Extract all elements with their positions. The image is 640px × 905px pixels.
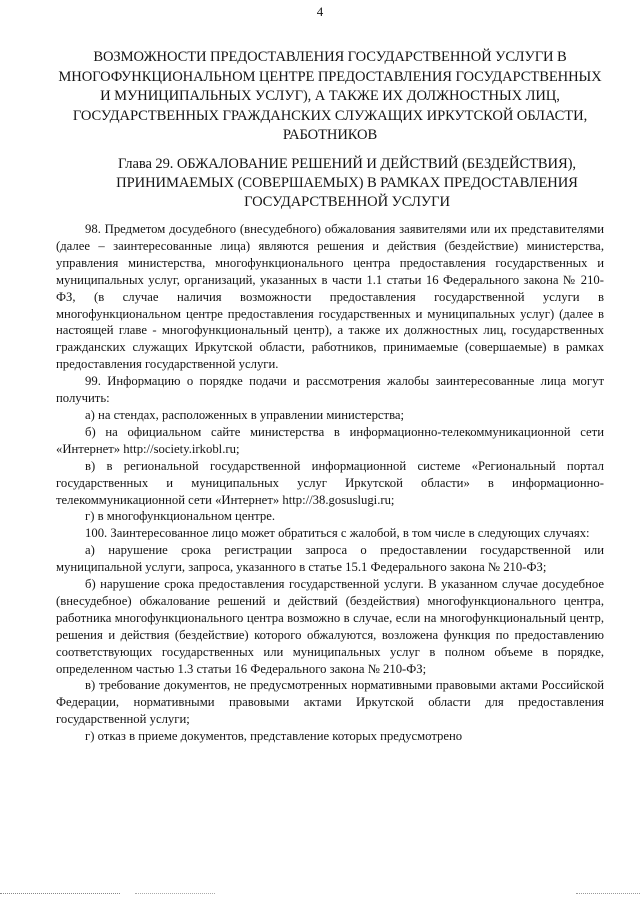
paragraph-100-b: б) нарушение срока предоставления государственной услуги. В указанном случае досудебное (внесудебное) обжалование решений и действий (бездействия) многофункционального центра, работника многофункционального центра возможно в случае, если на многофункциональный центр, решения и действия (бездействие) которого обжалуются, возложена функция по предоставлению соответствующих государственных или муниципальных услуг в полном объеме в порядке, определенном частью 1.3 статьи 16 Федерального закона № 210-ФЗ; (56, 577, 604, 676)
paragraph-100-a: а) нарушение срока регистрации запроса о предоставлении государственной или муниципальной услуги, запроса, указанного в статье 15.1 Федерального закона № 210-ФЗ; (56, 543, 604, 575)
scan-edge-mark (135, 893, 215, 894)
chapter-title: Глава 29. ОБЖАЛОВАНИЕ РЕШЕНИЙ И ДЕЙСТВИЙ (БЕЗДЕЙСТВИЯ), ПРИНИМАЕМЫХ (СОВЕРШАЕМЫХ) В РАМКАХ ПРЕДОСТАВЛЕНИЯ ГОСУДАРСТВЕННОЙ УСЛУГИ (116, 156, 578, 210)
paragraph-98: 98. Предметом досудебного (внесудебного) обжалования заявителями или их представителями (далее – заинтересованные лица) являются решения и действия (бездействие) министерства, управления министерства, многофункционального центра предоставления государственных и муниципальных услуг, организаций, указанных в части 1.1 статьи 16 Федерального закона № 210-ФЗ, (в случае наличия возможности предоставления государственной услуги в многофункциональном центре предоставления государственных и муниципальных услуг) (далее в настоящей главе - многофункциональный центр), а также их должностных лиц, государственных гражданских служащих Иркутской области, работников, принимаемые (совершаемые) в рамках предоставления государственной услуги. (56, 222, 604, 372)
scan-edge-marks (0, 893, 640, 897)
paragraph-99: 99. Информацию о порядке подачи и рассмотрения жалобы заинтересованные лица могут получить: (56, 374, 604, 406)
paragraph-99-g: г) в многофункциональном центре. (85, 509, 276, 524)
paragraph-100-v: в) требование документов, не предусмотренных нормативными правовыми актами Российской Федерации, нормативными правовыми актами Иркутской области для предоставления государственной услуги; (56, 678, 604, 727)
section-title: ВОЗМОЖНОСТИ ПРЕДОСТАВЛЕНИЯ ГОСУДАРСТВЕННОЙ УСЛУГИ В МНОГОФУНКЦИОНАЛЬНОМ ЦЕНТРЕ ПРЕДОСТАВЛЕНИЯ ГОСУДАРСТВЕННЫХ И МУНИЦИПАЛЬНЫХ УСЛУГ), А ТАКЖЕ ИХ ДОЛЖНОСТНЫХ ЛИЦ, ГОСУДАРСТВЕННЫХ ГРАЖДАНСКИХ СЛУЖАЩИХ ИРКУТСКОЙ ОБЛАСТИ, РАБОТНИКОВ (58, 49, 602, 144)
scan-edge-mark (576, 893, 640, 894)
paragraph-99-v: в) в региональной государственной информационной системе «Региональный портал государственных и муниципальных услуг Иркутской области» в информационно-телекоммуникационной сети «Интернет» http://38.gosuslugi.ru; (56, 458, 604, 507)
document-body (56, 221, 604, 745)
paragraph-100: 100. Заинтересованное лицо может обратиться с жалобой, в том числе в следующих случаях: (85, 526, 590, 541)
paragraph-99-b: б) на официальном сайте министерства в информационно-телекоммуникационной сети «Интернет» http://society.irkobl.ru; (56, 424, 604, 456)
paragraph-99-a: а) на стендах, расположенных в управлении министерства; (85, 407, 405, 422)
scan-edge-mark (0, 893, 120, 894)
paragraph-100-g: г) отказ в приеме документов, представление которых предусмотрено (85, 729, 463, 744)
page-number: 4 (316, 4, 324, 19)
